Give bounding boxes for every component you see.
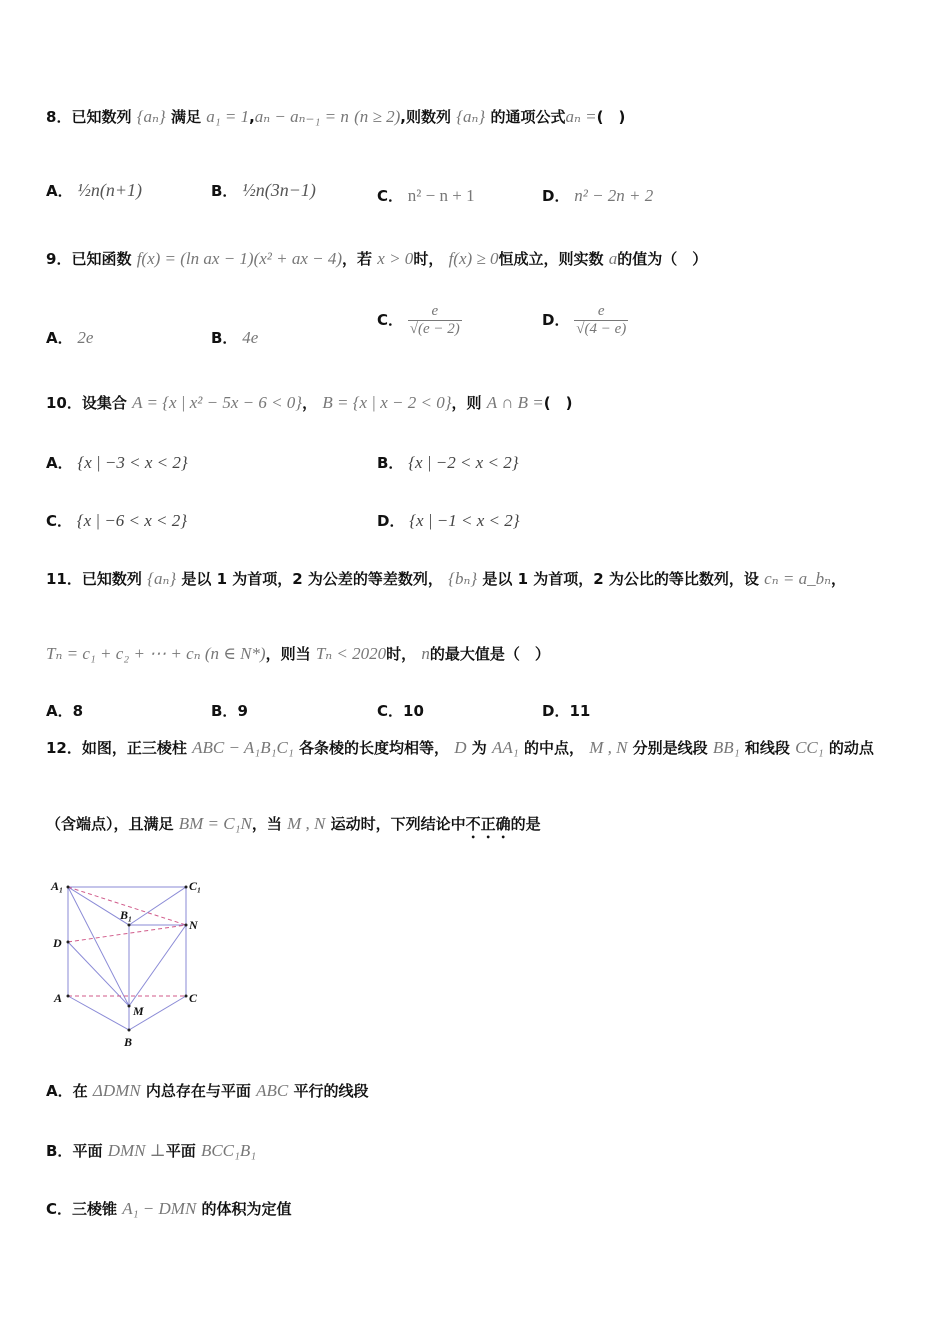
vertex-a [67, 995, 70, 998]
option-d[interactable]: D． $\frac{e}{√(4 - e)}$ [542, 303, 627, 337]
fraction: $\frac{e}{√(e - 2)}$ [409, 303, 460, 337]
math-segment: AA₁ [492, 738, 519, 757]
math-expression: A ∩ B = [486, 393, 544, 412]
point-n [185, 924, 188, 927]
label-c: C [189, 991, 198, 1005]
segment-m-n [129, 925, 186, 1006]
point-m [128, 1005, 131, 1008]
question-number: 9 [46, 250, 57, 268]
edge-a-b [68, 996, 129, 1030]
option-c[interactable]: C． n² − n + 1 [377, 186, 475, 205]
question-8: 8．已知数列 {aₙ} 满足 a₁ = 1,aₙ − aₙ₋₁ = n (n ≥ 2),则数列 {aₙ} 的通项公式aₙ =( ) [46, 107, 626, 126]
option-c[interactable]: C．三棱锥 A₁ − DMN 的体积为定值 [46, 1199, 292, 1218]
label-a1: A₁ [51, 879, 64, 893]
math-points: M , N [287, 814, 326, 833]
fraction: $\frac{e}{√(4 - e)}$ [576, 303, 627, 337]
label-n: N [189, 918, 198, 932]
question-number: 10 [46, 394, 67, 412]
label-c1: C₁ [189, 879, 202, 893]
math-condition: a₁ = 1 [206, 107, 250, 126]
option-math: ABC [256, 1081, 289, 1100]
option-b[interactable]: B． 4e [211, 328, 259, 347]
math-sequence: {bₙ} [448, 569, 478, 588]
option-math: {x | −6 < x < 2} [76, 511, 188, 530]
option-math: BCC₁B₁ [200, 1141, 257, 1160]
option-math: DMN ⊥ [107, 1141, 166, 1160]
label-b: B [124, 1035, 133, 1049]
question-12: 12．如图，正三棱柱 ABC − A₁B₁C₁ 各条棱的长度均相等， D 为 AA₁ 的中点， M , N 分别是线段 BB₁ 和线段 CC₁ 的动点 [46, 738, 874, 757]
option-b[interactable]: B．平面 DMN ⊥平面 BCC₁B₁ [46, 1141, 257, 1160]
math-set: A = {x | x² − 5x − 6 < 0} [132, 393, 303, 412]
label-a: A [54, 991, 63, 1005]
option-math: 2e [77, 328, 94, 347]
option-c[interactable]: C． {x | −6 < x < 2} [46, 511, 188, 530]
option-a[interactable]: A．在 ΔDMN 内总存在与平面 ABC 平行的线段 [46, 1081, 369, 1100]
math-function: f(x) = (ln ax − 1)(x² + ax − 4) [136, 249, 343, 268]
option-c[interactable]: C． $\frac{e}{√(e - 2)}$ [377, 303, 460, 337]
math-definition: cₙ = a_bₙ [764, 569, 831, 588]
option-math: {x | −2 < x < 2} [408, 453, 519, 472]
vertex-b1 [128, 924, 131, 927]
vertex-c [185, 995, 188, 998]
option-d[interactable]: D． {x | −1 < x < 2} [377, 511, 520, 530]
emphasis-text: 不正确 [465, 815, 511, 833]
math-condition: aₙ − aₙ₋₁ = n [254, 107, 349, 126]
option-a[interactable]: A．8 [46, 702, 84, 720]
vertex-a1 [67, 886, 70, 889]
math-condition: Tₙ < 2020 [315, 644, 387, 663]
option-math: ½n(n+1) [77, 180, 143, 200]
math-point: D [454, 738, 467, 757]
option-math: A₁ − DMN [122, 1199, 197, 1218]
question-number: 12 [46, 739, 67, 757]
option-b[interactable]: B． ½n(3n−1) [211, 180, 316, 200]
option-math: 4e [242, 328, 259, 347]
math-condition: x > 0 [377, 249, 414, 268]
option-d[interactable]: D． n² − 2n + 2 [542, 186, 654, 205]
option-math: n² − 2n + 2 [574, 186, 654, 205]
option-text: 9 [237, 702, 248, 720]
option-math: ½n(3n−1) [242, 180, 316, 200]
option-math: {x | −3 < x < 2} [77, 453, 188, 472]
question-10: 10．设集合 A = {x | x² − 5x − 6 < 0}， B = {x | x − 2 < 0}，则 A ∩ B =( ) [46, 393, 573, 412]
math-sequence: {aₙ} [147, 569, 177, 588]
math-sequence: {aₙ} [136, 107, 166, 126]
option-math: n² − n + 1 [407, 186, 475, 205]
math-definition: Tₙ = c₁ + c₂ + ⋯ + cₙ (n ∈ N*) [46, 644, 266, 663]
option-b[interactable]: B． {x | −2 < x < 2} [377, 453, 519, 472]
option-c[interactable]: C．10 [377, 702, 424, 720]
option-text: 8 [72, 702, 84, 720]
math-set: B = {x | x − 2 < 0} [322, 393, 452, 412]
question-9: 9．已知函数 f(x) = (ln ax − 1)(x² + ax − 4)，若 x > 0时， f(x) ≥ 0恒成立，则实数 a的值为（ ） [46, 249, 708, 268]
question-number: 11 [46, 570, 67, 588]
option-text: 11 [569, 702, 591, 720]
hidden-segment-d-n [68, 925, 186, 942]
math-prism: ABC − A₁B₁C₁ [192, 738, 294, 757]
label-b1: B₁ [120, 908, 133, 922]
label-d: D [53, 936, 62, 950]
math-inequality: f(x) ≥ 0 [448, 249, 499, 268]
math-sequence: {aₙ} [456, 107, 486, 126]
vertex-c1 [185, 886, 188, 889]
option-text: 10 [403, 702, 424, 720]
option-d[interactable]: D．11 [542, 702, 591, 720]
prism-figure [46, 872, 216, 1052]
math-segment: BB₁ [712, 738, 740, 757]
option-a[interactable]: A． ½n(n+1) [46, 180, 143, 200]
math-points: M , N [589, 738, 628, 757]
edge-b1-c1 [129, 887, 186, 925]
option-a[interactable]: A． 2e [46, 328, 94, 347]
option-b[interactable]: B．9 [211, 702, 248, 720]
label-m: M [133, 1004, 144, 1018]
option-a[interactable]: A． {x | −3 < x < 2} [46, 453, 188, 472]
point-d [67, 941, 70, 944]
question-11: 11．已知数列 {aₙ} 是以 1 为首项，2 为公差的等差数列， {bₙ} 是以 1 为首项，2 为公比的等比数列，设 cₙ = a_bₙ， [46, 569, 846, 588]
question-number: 8 [46, 108, 57, 126]
math-segment: CC₁ [795, 738, 824, 757]
math-variable: n [421, 644, 430, 663]
math-condition: BM = C₁N [178, 814, 252, 833]
math-condition: (n ≥ 2) [354, 107, 401, 126]
question-11-cont: Tₙ = c₁ + c₂ + ⋯ + cₙ (n ∈ N*)，则当 Tₙ < 2020时， n的最大值是（ ） [46, 644, 550, 663]
option-math: {x | −1 < x < 2} [409, 511, 520, 530]
math-target: aₙ = [565, 107, 597, 126]
segment-a1-m [68, 887, 129, 1006]
math-variable: a [608, 249, 618, 268]
vertex-b [128, 1029, 131, 1032]
option-math: ΔDMN [92, 1081, 141, 1100]
question-12-cont: （含端点），且满足 BM = C₁N，当 M , N 运动时，下列结论中不正确的是 [46, 814, 541, 833]
